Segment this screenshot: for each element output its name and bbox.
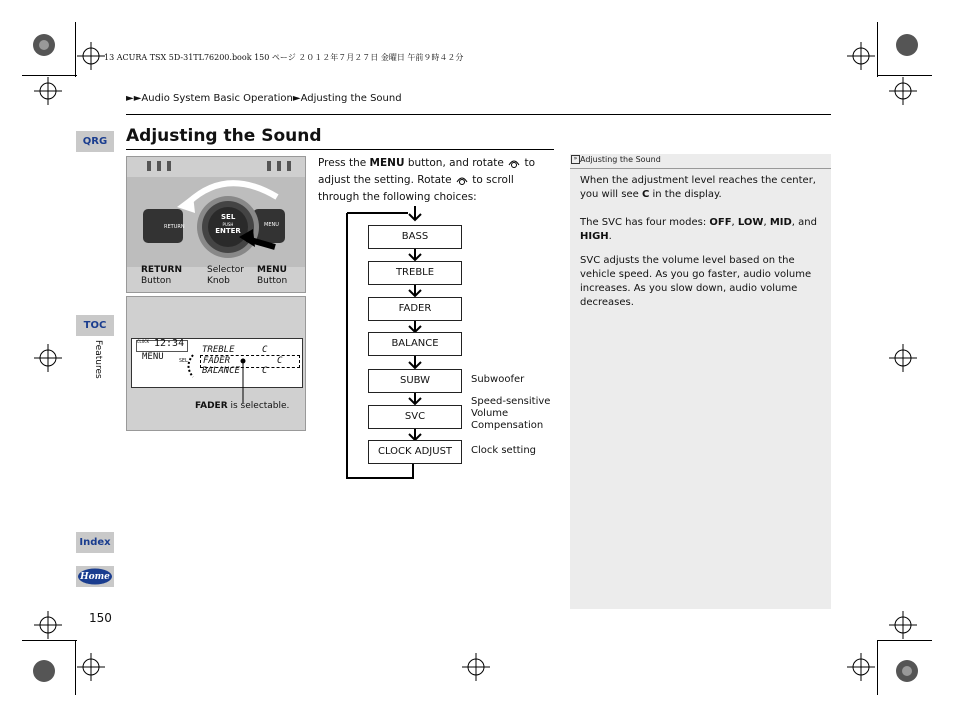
page-number: 150 [89,611,112,625]
arrow-down-icon [408,284,422,298]
clock-time: 12:34 [154,338,185,349]
sidebar-header [570,154,831,169]
display-menu: MENU [142,352,164,362]
sidebar-p2-low: LOW [737,217,764,228]
instruction-part3: to adjust the setting. Rotate [318,157,536,186]
clock-label: CLOCK [137,339,150,344]
selector-knob-icon-2 [455,174,469,186]
breadcrumb-link-audio-system[interactable]: Audio System Basic Operation [141,93,293,104]
instruction-part4: to scroll through the following choices: [318,174,514,203]
sidebar-p1-bold: C [641,189,650,200]
label-menu-bold: MENU [257,265,287,275]
sidebar-p1-part2: in the display. [649,189,722,200]
home-label: Home [80,572,110,582]
print-header: 13 ACURA TSX 5D-31TL76200.book 150 ページ ２０１２年７月２７日 金曜日 午前９時４２分 [104,53,464,62]
display-illustration [126,296,306,431]
breadcrumb-arrows-icon: ►► [126,93,142,104]
flow-item-clock-adjust: CLOCK ADJUST [368,440,462,464]
flow-note-svc-3: Compensation [471,420,544,431]
display-row-balance-label: BALANCE [202,366,240,376]
label-return [141,265,182,287]
sidebar-header-title: Adjusting the Sound [580,155,661,164]
arrow-down-icon [408,206,422,224]
label-return-bold: RETURN [141,265,182,275]
tab-toc[interactable]: TOC [76,315,114,336]
sidebar-paragraph-3: SVC adjusts the volume level based on the vehicle speed. As you go faster, audio volume increases. As you slow down, audio volume decreases. [580,255,812,308]
flow-item-bass: BASS [368,225,462,249]
sidebar-p2-sep1: , [731,217,738,228]
instruction-menu: MENU [369,157,405,169]
display-caption [195,401,289,411]
flow-note-svc [471,396,550,432]
sidebar-note [570,154,831,609]
breadcrumb-current: Adjusting the Sound [300,93,402,104]
label-selector [207,265,244,287]
header-rule [126,114,831,115]
breadcrumb-arrow-icon: ► [292,93,301,104]
display-row-treble-value: C [262,345,268,355]
sidebar-p2-end: . [608,231,612,242]
menu-button[interactable]: MENU [264,222,279,228]
breadcrumb [126,93,402,104]
display-caption-bold: FADER [195,401,228,411]
arrow-down-icon [408,356,422,370]
display-caption-rest: is selectable. [227,401,290,411]
flow-item-treble: TREBLE [368,261,462,285]
flow-item-fader: FADER [368,297,462,321]
selector-knob-icon [507,157,521,169]
sidebar-p2-mid: MID [769,217,792,228]
tab-qrg[interactable]: QRG [76,131,114,152]
flow-note-svc-2: Volume [471,408,509,419]
sidebar-p2-sep2: , [763,217,770,228]
flow-item-balance: BALANCE [368,332,462,356]
instruction-part1: Press the [318,157,370,169]
flow-note-svc-1: Speed-sensitive [471,396,551,407]
label-selector-text: Selector [207,265,244,275]
sidebar-paragraph-2 [580,216,821,244]
flow-note-clock: Clock setting [471,445,537,456]
sidebar-paragraph-1 [580,174,821,202]
label-selector-sub: Knob [207,276,230,286]
display-row-treble [202,345,297,355]
arrow-down-icon [408,392,422,406]
knob-enter: ENTER [215,227,241,235]
display-row-fader-label: FADER [203,356,231,366]
return-button[interactable]: RETURN [164,224,185,230]
page-title: Adjusting the Sound [126,126,322,146]
label-menu-sub: Button [257,276,288,286]
tab-index[interactable]: Index [76,532,114,553]
display-row-fader-value: C [277,356,283,366]
instruction-part2: button, and rotate [404,157,508,169]
tab-home[interactable] [76,566,114,587]
title-rule [126,149,554,150]
instruction-text [318,155,554,206]
display-row-treble-label: TREBLE [202,345,235,355]
sidebar-p2-part1: The SVC has four modes: [580,217,710,228]
sidebar-p2-off: OFF [709,217,732,228]
display-sel: SEL [179,358,189,364]
sidebar-p2-sep3: , and [791,217,817,228]
display-screen [131,338,303,388]
section-label: Features [93,340,103,379]
label-return-sub: Button [141,276,172,286]
flow-item-svc: SVC [368,405,462,429]
flow-note-subw: Subwoofer [471,374,525,385]
fader-callout-line [237,357,257,407]
label-menu [257,265,287,287]
audio-panel-illustration [126,156,306,293]
sidebar-p1-part1: When the adjustment level reaches the center, you will see [580,175,816,200]
knob-push: PUSH [222,222,234,227]
flow-item-subw: SUBW [368,369,462,393]
display-row-balance-value: C [262,366,268,376]
knob-sel[interactable]: SEL [221,213,236,221]
sidebar-p2-high: HIGH [580,231,609,242]
arrow-down-icon [408,248,422,262]
note-icon: » [571,155,580,164]
